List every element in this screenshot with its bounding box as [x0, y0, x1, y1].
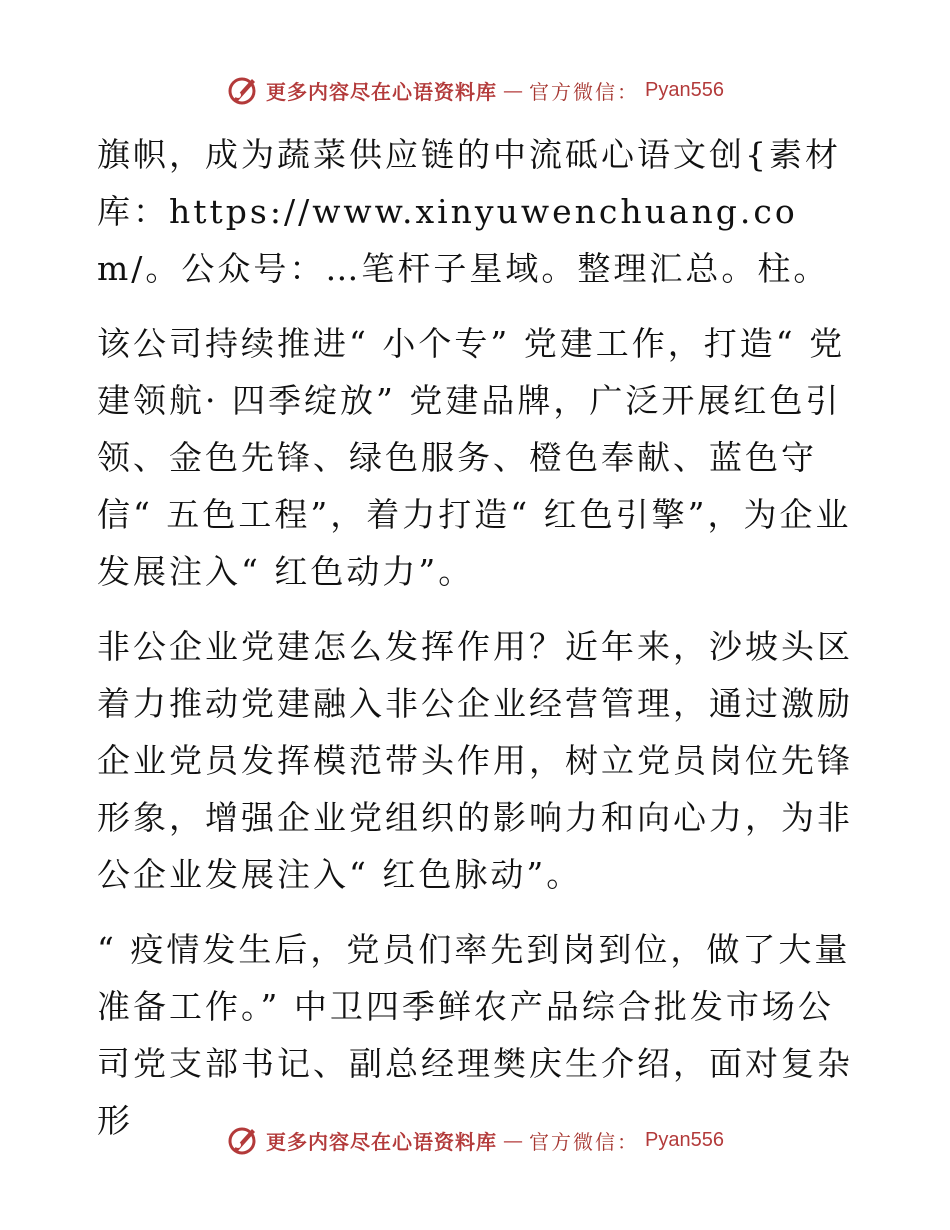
- watermark-wechat-label: 官方微信：: [529, 79, 640, 104]
- document-body: [97, 126, 857, 1149]
- watermark-brand: 更多内容尽在心语资料库: [266, 1129, 498, 1154]
- watermark-wechat-label: 官方微信：: [529, 1129, 640, 1154]
- header-watermark: [0, 68, 950, 112]
- watermark-separator: —: [503, 1128, 524, 1152]
- quill-ink-icon: [226, 73, 260, 107]
- watermark-account: Pyan556: [645, 1128, 724, 1151]
- paragraph-3: 非公企业党建怎么发挥作用？近年来，沙坡头区着力推动党建融入非公企业经营管理，通过激励企业党员发挥模范带头作用，树立党员岗位先锋形象，增强企业党组织的影响力和向心力，为非公企业发展注入“ 红色脉动”。: [97, 627, 853, 894]
- watermark-account: Pyan556: [645, 78, 724, 101]
- paragraph-4: “ 疫情发生后，党员们率先到岗到位，做了大量准备工作。” 中卫四季鲜农产品综合批发市场公司党支部书记、副总经理樊庆生介绍，面对复杂形: [97, 930, 853, 1140]
- paragraph-2: 该公司持续推进“ 小个专” 党建工作，打造“ 党建领航· 四季绽放” 党建品牌，广泛开展红色引领、金色先锋、绿色服务、橙色奉献、蓝色守信“ 五色工程”，着力打造“ 红色引擎”，为企业发展注入“ 红色动力”。: [97, 324, 852, 591]
- watermark-separator: —: [503, 78, 524, 102]
- footer-watermark: [0, 1118, 950, 1162]
- quill-ink-icon: [226, 1123, 260, 1157]
- watermark-brand: 更多内容尽在心语资料库: [266, 79, 498, 104]
- paragraph-1: 旗帜，成为蔬菜供应链的中流砥心语文创{素材库：https://www.xinyuwenchuang.com/。公众号：…笔杆子星域。整理汇总。柱。: [97, 135, 841, 288]
